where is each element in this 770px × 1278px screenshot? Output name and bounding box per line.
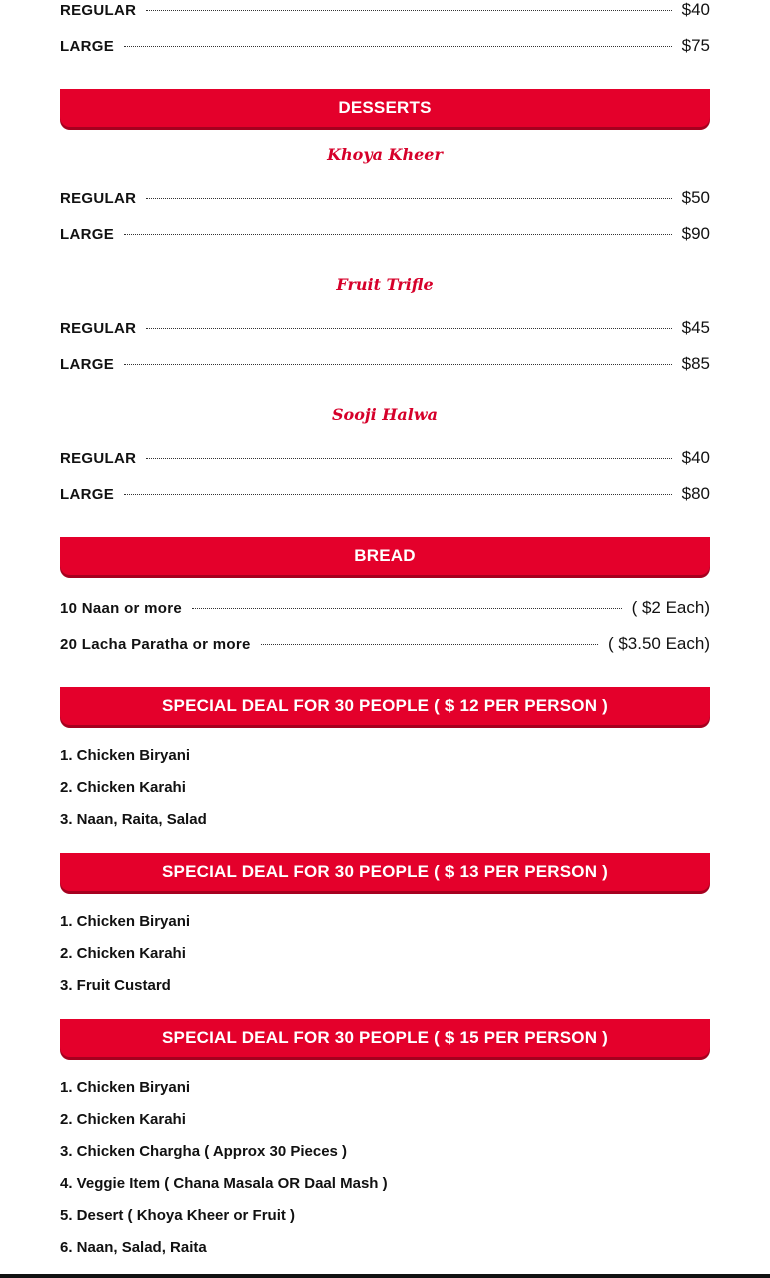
list-item: 5. Desert ( Khoya Kheer or Fruit ) <box>60 1207 296 1224</box>
price-row <box>60 0 710 22</box>
size-label: REGULAR <box>60 319 137 337</box>
list-item: 4. Veggie Item ( Chana Masala OR Daal Mash ) <box>60 1175 388 1192</box>
section-header-deal-13: SPECIAL DEAL FOR 30 PEOPLE ( $ 13 PER PERSON ) <box>60 853 710 891</box>
price: $45 <box>681 318 710 337</box>
price: ( $3.50 Each) <box>607 634 710 653</box>
price-row <box>60 446 710 470</box>
dot-leader <box>146 197 671 199</box>
list-item: 2. Chicken Karahi <box>60 1111 186 1128</box>
price-row <box>60 632 710 656</box>
price: $50 <box>681 188 710 207</box>
list-item: 3. Chicken Chargha ( Approx 30 Pieces ) <box>60 1143 348 1160</box>
price-row <box>60 186 710 210</box>
price-row <box>60 596 710 620</box>
dish-name: Khoya Kheer <box>327 145 443 164</box>
list-item: 2. Chicken Karahi <box>60 779 186 796</box>
dot-leader <box>192 607 622 609</box>
price-row <box>60 482 710 506</box>
size-label: LARGE <box>60 485 114 503</box>
price: $90 <box>681 224 710 243</box>
size-label: REGULAR <box>60 189 137 207</box>
section-header-bread: BREAD <box>60 537 710 575</box>
price-row <box>60 222 710 246</box>
section-header-desserts: DESSERTS <box>60 89 710 127</box>
size-label: LARGE <box>60 225 114 243</box>
size-label: REGULAR <box>60 449 137 467</box>
bread-label: 20 Lacha Paratha or more <box>60 635 251 653</box>
price-row <box>60 352 710 376</box>
section-header-deal-12: SPECIAL DEAL FOR 30 PEOPLE ( $ 12 PER PERSON ) <box>60 687 710 725</box>
dot-leader <box>124 493 672 495</box>
list-item: 3. Fruit Custard <box>60 977 171 994</box>
price-row <box>60 34 710 58</box>
section-header-deal-15: SPECIAL DEAL FOR 30 PEOPLE ( $ 15 PER PERSON ) <box>60 1019 710 1057</box>
list-item: 2. Chicken Karahi <box>60 945 186 962</box>
list-item: 1. Chicken Biryani <box>60 913 191 930</box>
list-item: 1. Chicken Biryani <box>60 1079 191 1096</box>
dot-leader <box>146 457 671 459</box>
list-item: 1. Chicken Biryani <box>60 747 191 764</box>
price: $40 <box>681 0 710 19</box>
price: $75 <box>681 36 710 55</box>
size-label: REGULAR <box>60 1 137 19</box>
dish-name: Fruit Trifle <box>336 275 434 294</box>
list-item: 6. Naan, Salad, Raita <box>60 1239 207 1256</box>
size-label: LARGE <box>60 37 114 55</box>
bread-label: 10 Naan or more <box>60 599 183 617</box>
dot-leader <box>261 643 598 645</box>
price: $80 <box>681 484 710 503</box>
price-row <box>60 316 710 340</box>
dot-leader <box>124 233 672 235</box>
dot-leader <box>124 45 672 47</box>
dot-leader <box>124 363 672 365</box>
dot-leader <box>146 9 671 11</box>
price: ( $2 Each) <box>631 598 710 617</box>
page-bottom-border <box>0 1274 770 1278</box>
price: $40 <box>681 448 710 467</box>
size-label: LARGE <box>60 355 114 373</box>
price: $85 <box>681 354 710 373</box>
dot-leader <box>146 327 671 329</box>
dish-name: Sooji Halwa <box>331 405 439 424</box>
list-item: 3. Naan, Raita, Salad <box>60 811 207 828</box>
